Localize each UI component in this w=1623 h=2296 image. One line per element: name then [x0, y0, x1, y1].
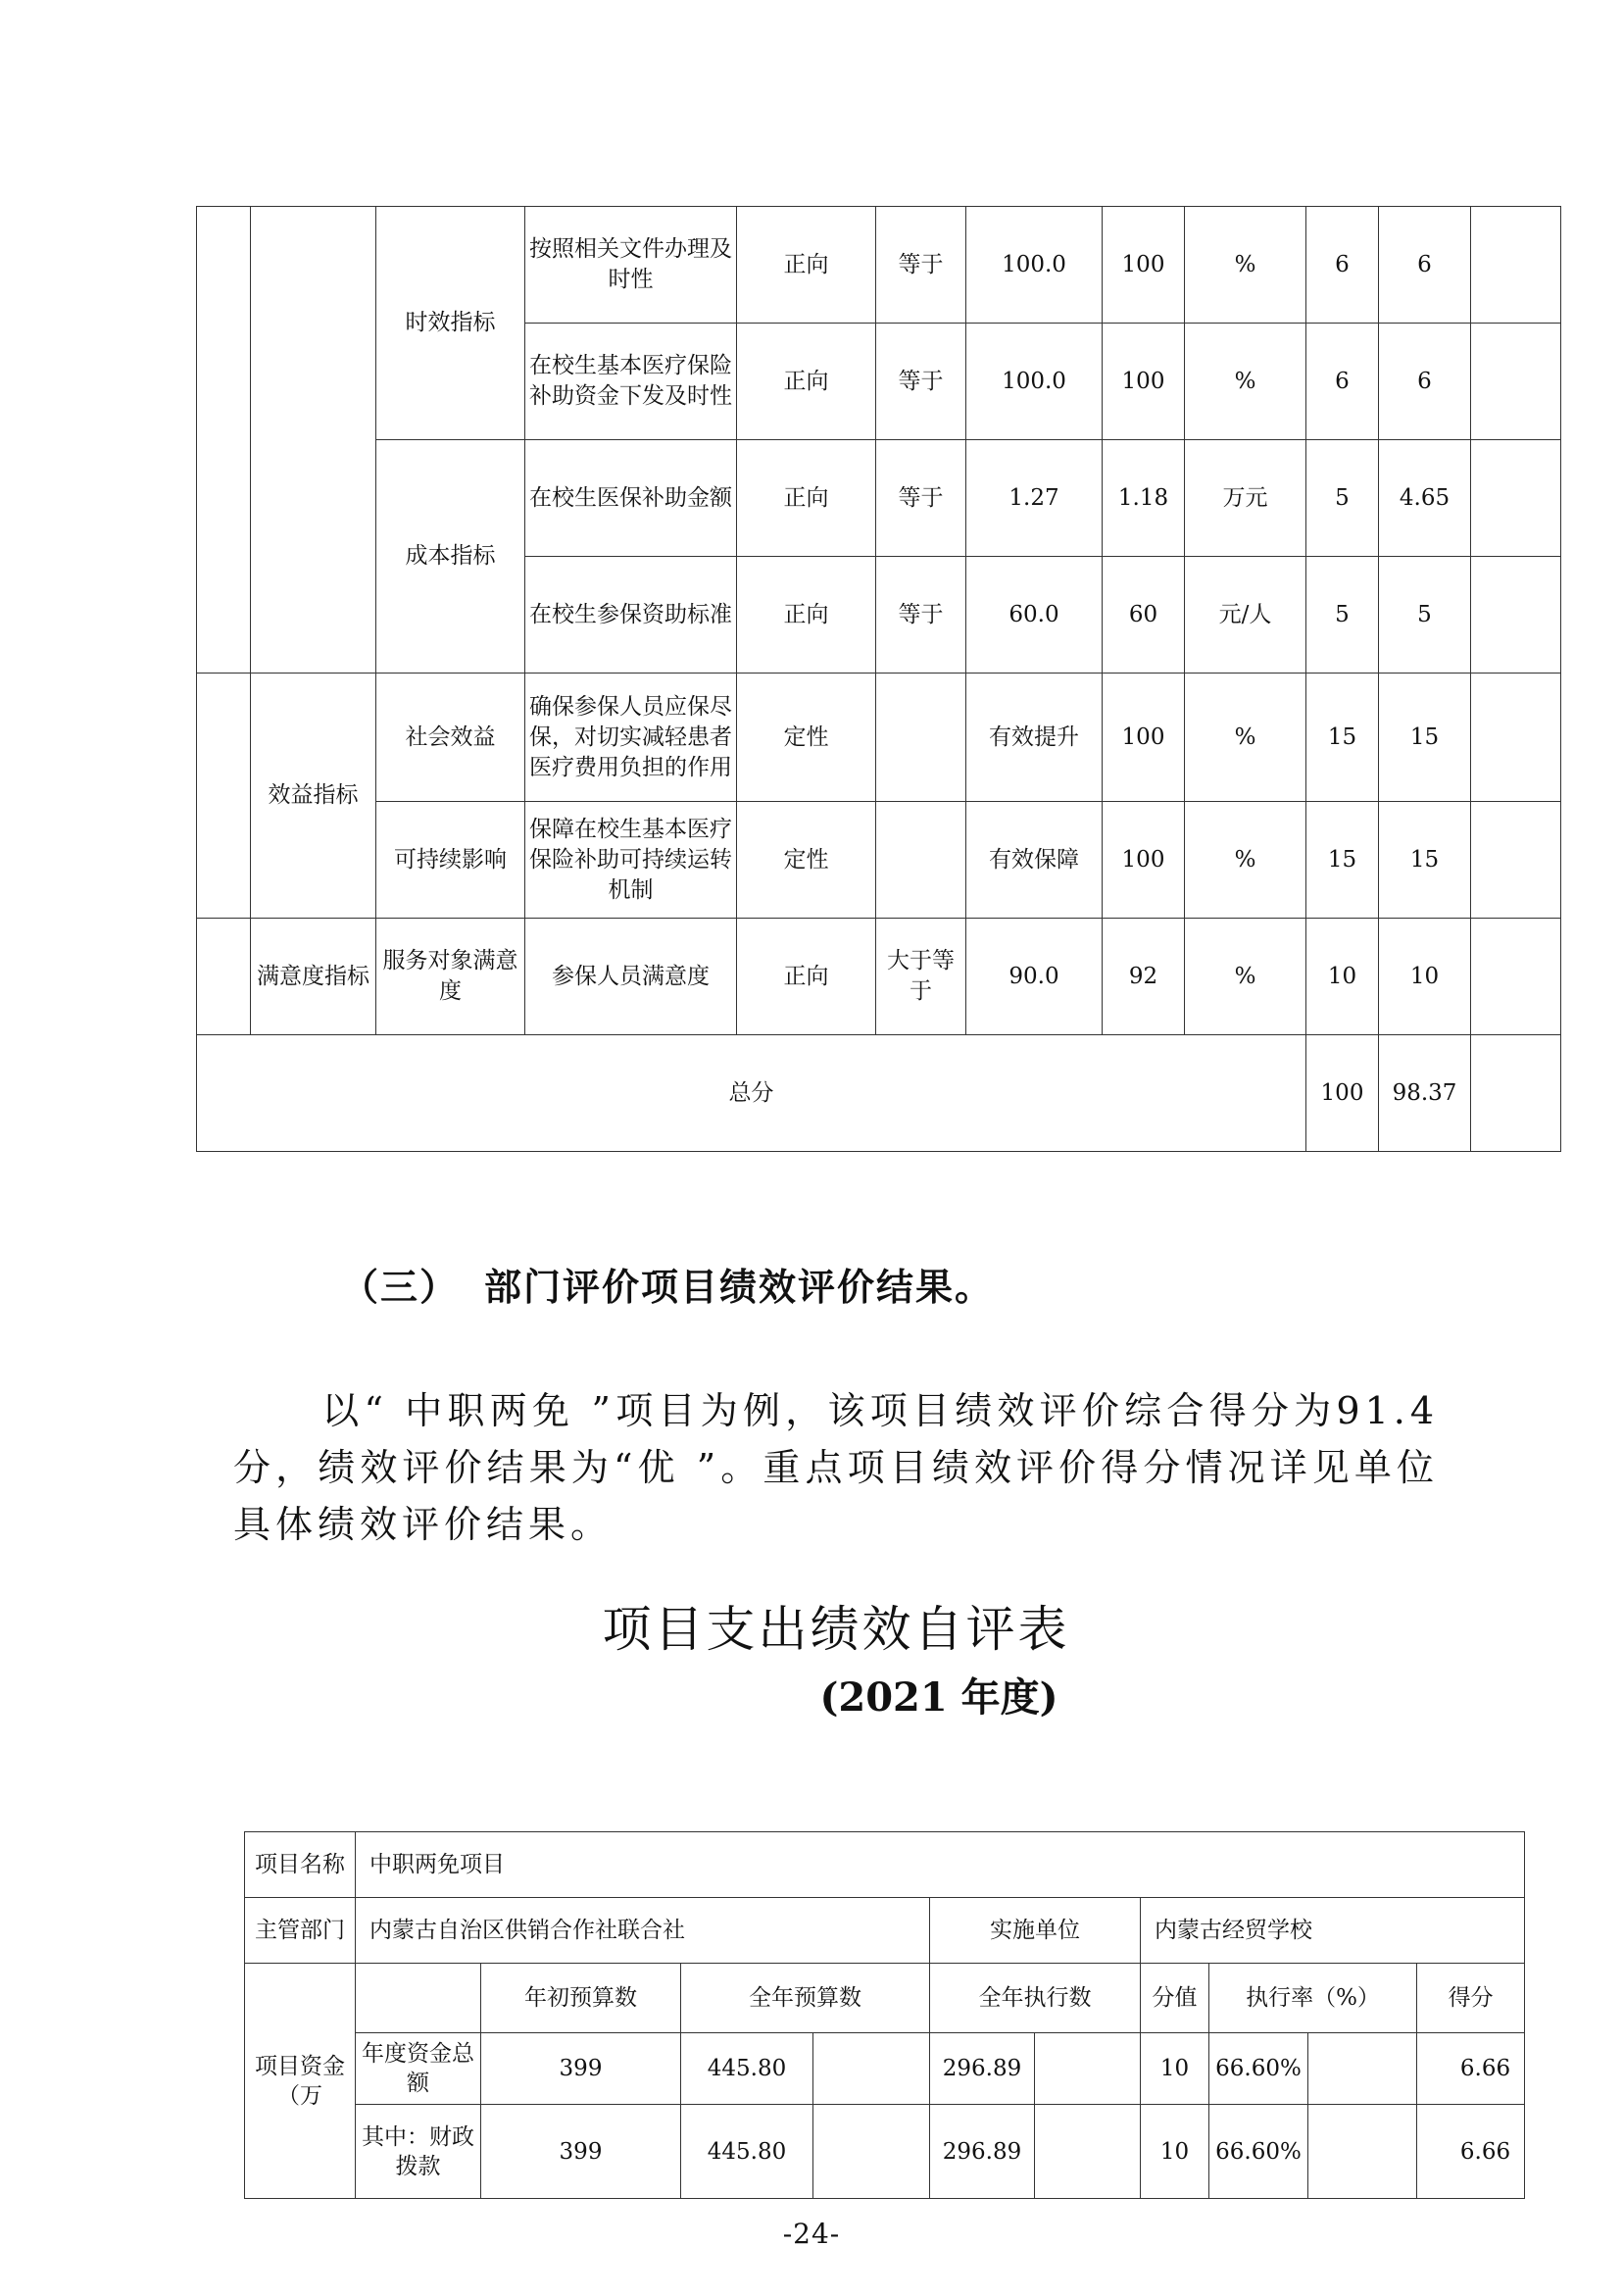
total-weight: 100: [1306, 1035, 1379, 1152]
operator: 等于: [876, 207, 966, 324]
executed: 296.89: [930, 2033, 1035, 2105]
col-header: 得分: [1417, 1964, 1525, 2033]
score: 10: [1379, 919, 1471, 1035]
section-number: （三）: [341, 1266, 460, 1309]
annual-budget: 445.80: [681, 2105, 813, 2199]
operator: [876, 802, 966, 919]
weight: 15: [1306, 802, 1379, 919]
actual: 100: [1103, 207, 1185, 324]
blank: [813, 2105, 930, 2199]
direction: 正向: [737, 324, 876, 440]
weight: 6: [1306, 324, 1379, 440]
direction: 正向: [737, 207, 876, 324]
blank: [1308, 2105, 1417, 2199]
table-row: [197, 674, 1561, 802]
l1-sub-cell: [251, 207, 376, 674]
points: 10: [1141, 2105, 1209, 2199]
table-row: [245, 1898, 1525, 1964]
page-number: -24-: [782, 2218, 841, 2250]
score: 5: [1379, 557, 1471, 674]
table-row: [245, 2105, 1525, 2199]
blank: [813, 2033, 930, 2105]
remark: [1471, 440, 1561, 557]
operator: 等于: [876, 557, 966, 674]
col-header: 分值: [1141, 1964, 1209, 2033]
remark: [1471, 919, 1561, 1035]
total-label: 总分: [197, 1035, 1306, 1152]
target: 1.27: [966, 440, 1103, 557]
unit: %: [1185, 919, 1306, 1035]
score: 6: [1379, 324, 1471, 440]
target: 100.0: [966, 207, 1103, 324]
col-header: 执行率（%）: [1209, 1964, 1417, 2033]
dept-value: 内蒙古自治区供销合作社联合社: [356, 1898, 930, 1964]
body-paragraph: [233, 1382, 1439, 1553]
target: 90.0: [966, 919, 1103, 1035]
operator: 等于: [876, 440, 966, 557]
direction: 正向: [737, 440, 876, 557]
score: 4.65: [1379, 440, 1471, 557]
l2-timeliness: 时效指标: [376, 207, 525, 440]
funds-label: 项目资金（万: [245, 1964, 356, 2199]
section-heading: [341, 1257, 1419, 1311]
direction: 正向: [737, 919, 876, 1035]
self-eval-table: [244, 1831, 1525, 2199]
blank-header: [356, 1964, 481, 2033]
unit: %: [1185, 802, 1306, 919]
target: 100.0: [966, 324, 1103, 440]
table-row: [245, 2033, 1525, 2105]
indicator-name: 参保人员满意度: [525, 919, 737, 1035]
actual: 92: [1103, 919, 1185, 1035]
table-row: [197, 207, 1561, 324]
score: 15: [1379, 802, 1471, 919]
executed: 296.89: [930, 2105, 1035, 2199]
l1-satisfaction: 满意度指标: [251, 919, 376, 1035]
indicator-name: 确保参保人员应保尽保，对切实减轻患者医疗费用负担的作用: [525, 674, 737, 802]
score: 6.66: [1417, 2033, 1525, 2105]
actual: 100: [1103, 802, 1185, 919]
remark: [1471, 557, 1561, 674]
project-name-value: 中职两免项目: [356, 1832, 1525, 1898]
indicator-name: 按照相关文件办理及时性: [525, 207, 737, 324]
l2-social: 社会效益: [376, 674, 525, 802]
target: 60.0: [966, 557, 1103, 674]
form-title: 项目支出绩效自评表: [602, 1601, 1070, 1658]
total-row: [197, 1035, 1561, 1152]
remark: [1471, 674, 1561, 802]
indicator-table: [196, 206, 1561, 1152]
l1-outer-blank: [197, 919, 251, 1035]
unit: %: [1185, 674, 1306, 802]
weight: 15: [1306, 674, 1379, 802]
annual-budget: 445.80: [681, 2033, 813, 2105]
operator: [876, 674, 966, 802]
actual: 1.18: [1103, 440, 1185, 557]
direction: 正向: [737, 557, 876, 674]
l2-cost: 成本指标: [376, 440, 525, 674]
unit: %: [1185, 324, 1306, 440]
remark: [1471, 802, 1561, 919]
dept-label: 主管部门: [245, 1898, 356, 1964]
score: 6: [1379, 207, 1471, 324]
table-row: [197, 919, 1561, 1035]
indicator-name: 保障在校生基本医疗保险补助可持续运转机制: [525, 802, 737, 919]
col-header: 全年执行数: [930, 1964, 1141, 2033]
table-row: [197, 440, 1561, 557]
table-row: [245, 1832, 1525, 1898]
exec-rate: 66.60%: [1209, 2105, 1308, 2199]
impl-label: 实施单位: [930, 1898, 1141, 1964]
indicator-name: 在校生参保资助标准: [525, 557, 737, 674]
score: 6.66: [1417, 2105, 1525, 2199]
weight: 5: [1306, 557, 1379, 674]
l1-cell-output: [197, 207, 251, 674]
table-row: [197, 802, 1561, 919]
actual: 100: [1103, 674, 1185, 802]
direction: 定性: [737, 674, 876, 802]
remark: [1471, 1035, 1561, 1152]
form-subtitle: (2021 年度): [819, 1674, 1058, 1721]
l1-outer-blank: [197, 674, 251, 919]
unit: %: [1185, 207, 1306, 324]
blank: [1308, 2033, 1417, 2105]
initial-budget: 399: [481, 2033, 681, 2105]
project-name-label: 项目名称: [245, 1832, 356, 1898]
unit: 元/人: [1185, 557, 1306, 674]
row-label: 其中：财政拨款: [356, 2105, 481, 2199]
operator: 大于等于: [876, 919, 966, 1035]
remark: [1471, 207, 1561, 324]
score: 15: [1379, 674, 1471, 802]
table-header-row: [245, 1964, 1525, 2033]
paragraph-text: 以“ 中职两免 ”项目为例，该项目绩效评价综合得分为91.4分，绩效评价结果为“优 ”。重点项目绩效评价得分情况详见单位具体绩效评价结果。: [233, 1389, 1439, 1546]
actual: 100: [1103, 324, 1185, 440]
target: 有效保障: [966, 802, 1103, 919]
col-header: 全年预算数: [681, 1964, 930, 2033]
total-score: 98.37: [1379, 1035, 1471, 1152]
target: 有效提升: [966, 674, 1103, 802]
impl-value: 内蒙古经贸学校: [1141, 1898, 1525, 1964]
l1-benefit: 效益指标: [251, 674, 376, 919]
weight: 6: [1306, 207, 1379, 324]
section-heading-text: 部门评价项目绩效评价结果。: [484, 1266, 995, 1309]
exec-rate: 66.60%: [1209, 2033, 1308, 2105]
direction: 定性: [737, 802, 876, 919]
l2-service: 服务对象满意度: [376, 919, 525, 1035]
l2-sustain: 可持续影响: [376, 802, 525, 919]
indicator-name: 在校生医保补助金额: [525, 440, 737, 557]
actual: 60: [1103, 557, 1185, 674]
weight: 10: [1306, 919, 1379, 1035]
remark: [1471, 324, 1561, 440]
indicator-name: 在校生基本医疗保险补助资金下发及时性: [525, 324, 737, 440]
points: 10: [1141, 2033, 1209, 2105]
operator: 等于: [876, 324, 966, 440]
blank: [1035, 2033, 1141, 2105]
unit: 万元: [1185, 440, 1306, 557]
col-header: 年初预算数: [481, 1964, 681, 2033]
row-label: 年度资金总额: [356, 2033, 481, 2105]
blank: [1035, 2105, 1141, 2199]
weight: 5: [1306, 440, 1379, 557]
initial-budget: 399: [481, 2105, 681, 2199]
